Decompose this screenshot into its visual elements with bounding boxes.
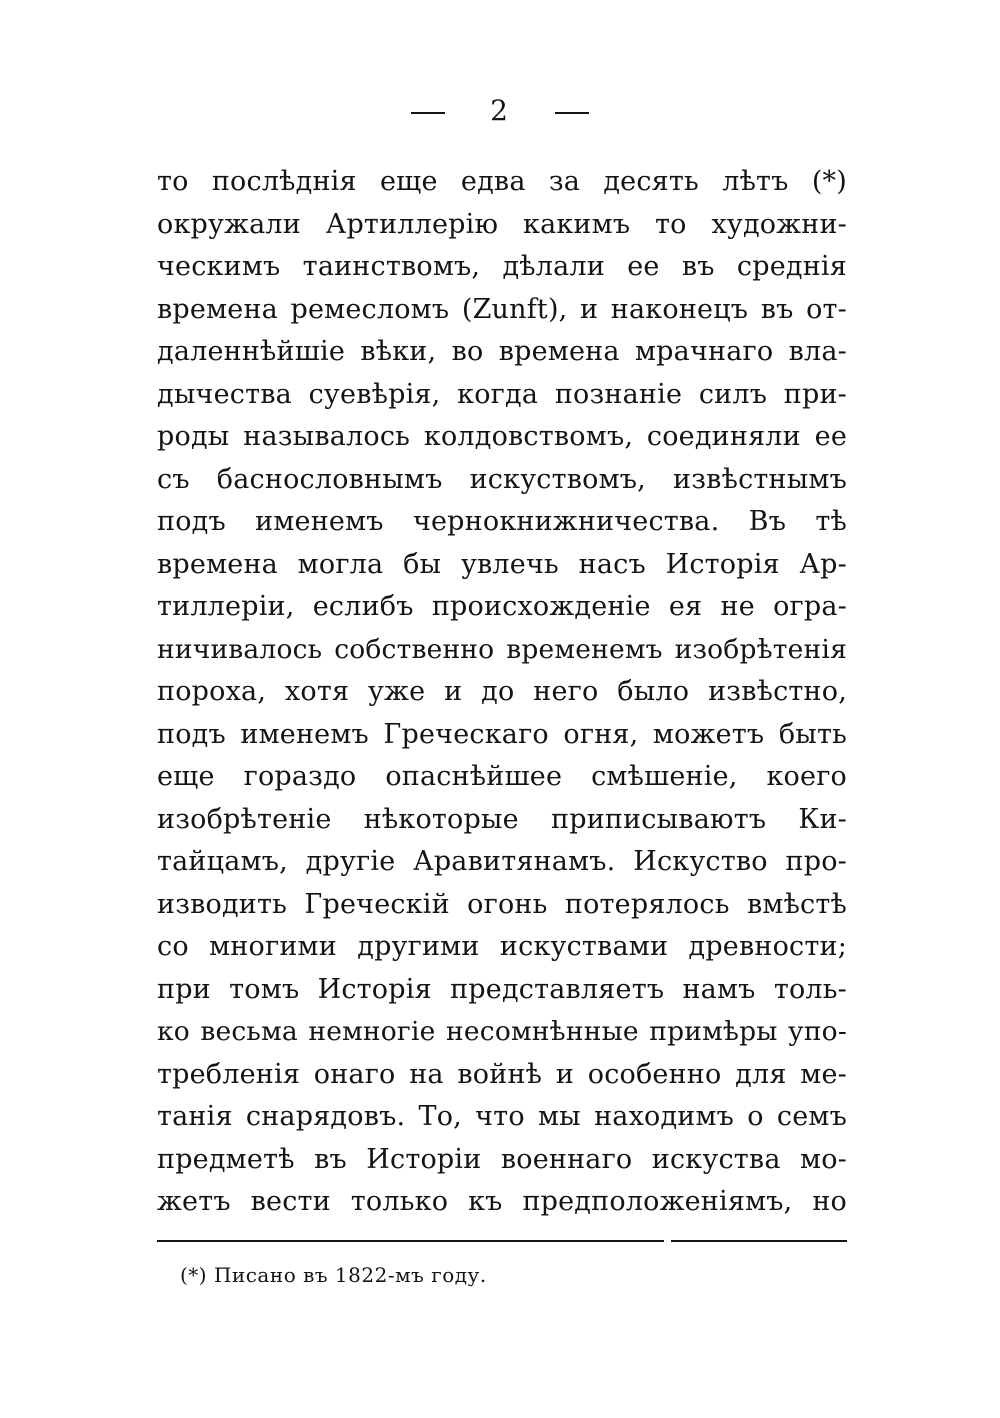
footnote: (*) Писано въ 1822-мъ году. [180,1263,487,1287]
text-line: тиллеріи, еслибъ происхожденіе ея не огра- [157,591,847,622]
text-line: подъ именемъ Греческаго огня, можетъ быть [157,718,847,750]
text-line: жетъ вести только къ предположеніямъ, но [157,1186,847,1217]
text-line: со многими другими искуствами древности; [157,931,847,962]
text-line: изобрѣтеніе нѣкоторые приписываютъ Ки- [157,803,847,835]
header-dash-right [555,112,589,114]
text-line: дычества суевѣрія, когда познаніе силъ при- [157,378,847,410]
footnote-rule-right [671,1240,847,1242]
text-line: еще гораздо опаснѣйшее смѣшеніе, коего [157,761,847,792]
text-line: изводить Греческій огонь потерялось вмѣстѣ [157,888,847,920]
text-line: съ баснословнымъ искуствомъ, извѣстнымъ [157,463,847,495]
text-line: танія снарядовъ. То, что мы находимъ о семъ [157,1101,847,1132]
text-line: требленія онаго на войнѣ и особенно для ме- [157,1058,847,1090]
body-text [157,161,847,1224]
text-line: ко весьма немногіе несомнѣнные примѣры упо- [157,1016,847,1047]
text-line: даленнѣйшіе вѣки, во времена мрачнаго вла- [157,336,847,367]
header-dash-left [411,112,445,114]
text-line: тайцамъ, другіе Аравитянамъ. Искуство про- [157,846,847,877]
text-line: то послѣднія еще едва за десять лѣтъ (*) [157,166,847,197]
text-line: ческимъ таинствомъ, дѣлали ее въ среднія [157,251,847,282]
text-line: ничивалось собственно временемъ изобрѣтенія [157,633,847,665]
text-line: при томъ Исторія представляетъ намъ толь- [157,973,847,1005]
text-line: предметѣ въ Исторіи военнаго искуства мо- [157,1143,847,1175]
text-line: пороха, хотя уже и до него было извѣстно, [157,676,847,707]
text-line: окружали Артиллерію какимъ то художни- [157,208,847,240]
page-header [0,94,1000,127]
text-line: времена могла бы увлечь насъ Исторія Ар- [157,548,847,580]
text-line: роды называлось колдовствомъ, соединяли ее [157,421,847,452]
footnote-rule-left [157,1240,664,1242]
text-line: подъ именемъ чернокнижничества. Въ тѣ [157,506,847,537]
page-number: 2 [490,94,510,127]
text-line: времена ремесломъ (Zunft), и наконецъ въ от- [157,293,847,325]
